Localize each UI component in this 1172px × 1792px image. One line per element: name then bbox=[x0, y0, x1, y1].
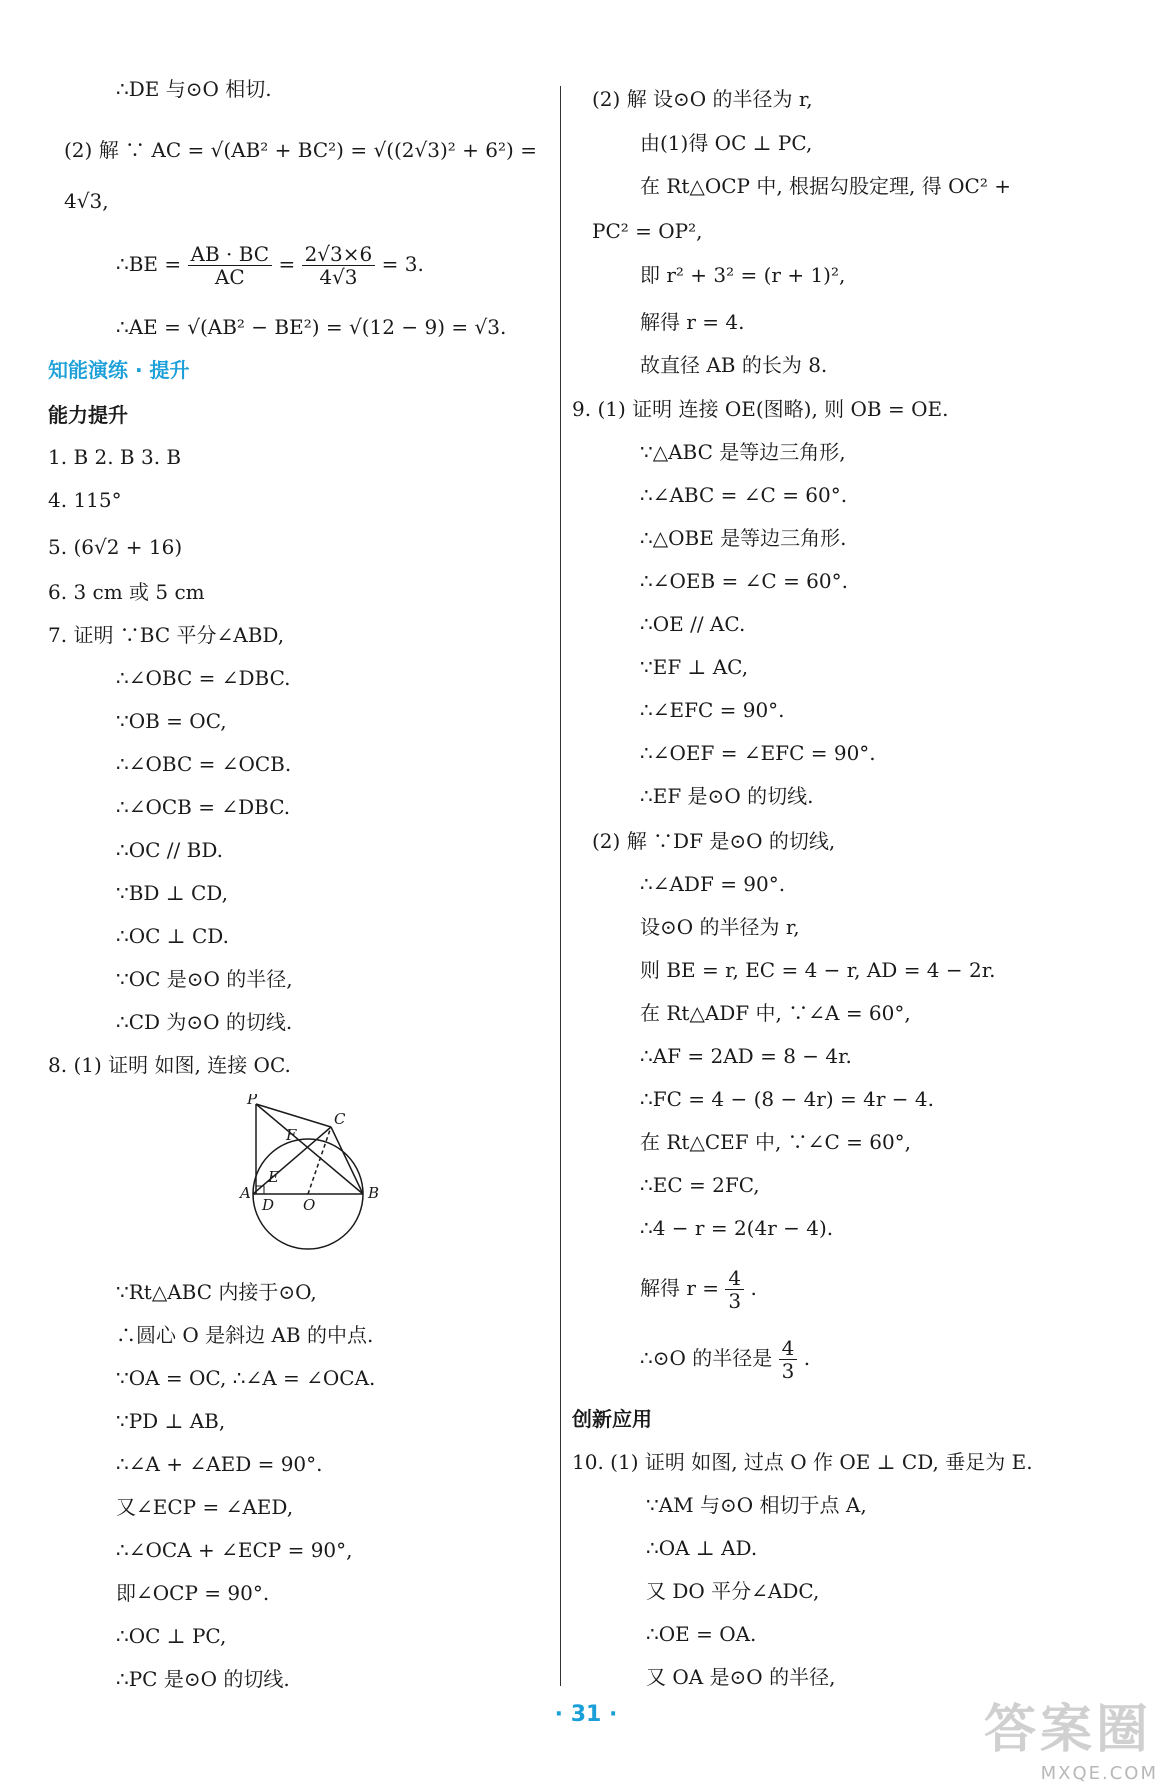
text-line: 故直径 AB 的长为 8. bbox=[640, 353, 828, 377]
text-line: ∴∠OEB = ∠C = 60°. bbox=[640, 569, 848, 593]
numerator: AB · BC bbox=[188, 243, 273, 266]
text-line: ∴△OBE 是等边三角形. bbox=[640, 526, 847, 550]
text-line: ∴EF 是⊙O 的切线. bbox=[640, 784, 814, 808]
text-segment: ∴BE = bbox=[116, 252, 188, 276]
text-line: ∴圆心 O 是斜边 AB 的中点. bbox=[116, 1323, 374, 1347]
text-line: 在 Rt△CEF 中, ∵∠C = 60°, bbox=[640, 1130, 912, 1154]
text-line: 又 DO 平分∠ADC, bbox=[646, 1579, 820, 1603]
fraction bbox=[779, 1337, 798, 1382]
answer-line: 5. (6√2 + 16) bbox=[48, 535, 183, 559]
line-pc bbox=[256, 1104, 331, 1127]
label-e: E bbox=[268, 1168, 279, 1186]
text-line: ∵OA = OC, ∴∠A = ∠OCA. bbox=[116, 1366, 376, 1390]
label-f: F bbox=[286, 1126, 297, 1144]
text-line: ∵Rt△ABC 内接于⊙O, bbox=[116, 1280, 317, 1304]
text-line: ∴∠A + ∠AED = 90°. bbox=[116, 1452, 323, 1476]
fraction bbox=[725, 1267, 744, 1312]
numerator: 4 bbox=[725, 1267, 744, 1290]
text-line: ∴∠EFC = 90°. bbox=[640, 698, 785, 722]
denominator: 3 bbox=[781, 1359, 795, 1383]
text-segment: . bbox=[803, 1346, 811, 1370]
fraction-line bbox=[640, 1334, 810, 1384]
column-divider bbox=[560, 86, 561, 1686]
label-c: C bbox=[334, 1110, 346, 1128]
text-line: ∴OC ⊥ CD. bbox=[116, 924, 229, 948]
text-line: ∴OC ⊥ PC, bbox=[116, 1624, 227, 1648]
text-line: ∴CD 为⊙O 的切线. bbox=[116, 1010, 293, 1034]
text-segment: ∴⊙O 的半径是 bbox=[640, 1346, 773, 1370]
text-segment: = 3. bbox=[381, 252, 424, 276]
fraction bbox=[302, 243, 376, 288]
text-line: (2) 解 ∵ AC = √(AB² + BC²) = √((2√3)² + 6²) = bbox=[64, 138, 537, 162]
text-line: (2) 解 ∵DF 是⊙O 的切线, bbox=[592, 829, 836, 853]
numerator: 4 bbox=[779, 1337, 798, 1360]
text-line: 设⊙O 的半径为 r, bbox=[640, 915, 800, 939]
text-line: 4√3, bbox=[64, 189, 109, 213]
text-line: 由(1)得 OC ⊥ PC, bbox=[640, 131, 813, 155]
fraction-line bbox=[640, 1264, 757, 1314]
text-line: 解得 r = 4. bbox=[640, 310, 745, 334]
subsection-heading: 创新应用 bbox=[572, 1407, 652, 1431]
watermark-url: MXQE.COM bbox=[1040, 1763, 1158, 1784]
text-line: ∴∠OEF = ∠EFC = 90°. bbox=[640, 741, 876, 765]
text-line: 又 OA 是⊙O 的半径, bbox=[646, 1665, 836, 1689]
text-line: ∴∠OBC = ∠OCB. bbox=[116, 752, 292, 776]
text-line: ∴∠OBC = ∠DBC. bbox=[116, 666, 291, 690]
label-a: A bbox=[240, 1184, 251, 1202]
text-line: ∵△ABC 是等边三角形, bbox=[640, 440, 846, 464]
answer-line: 4. 115° bbox=[48, 488, 122, 512]
page-number: · 31 · bbox=[554, 1702, 618, 1727]
text-line: ∵EF ⊥ AC, bbox=[640, 655, 749, 679]
text-line: ∴∠ADF = 90°. bbox=[640, 872, 786, 896]
subsection-heading: 能力提升 bbox=[48, 403, 128, 427]
answer-line: 6. 3 cm 或 5 cm bbox=[48, 580, 205, 604]
answer-line: 10. (1) 证明 如图, 过点 O 作 OE ⊥ CD, 垂足为 E. bbox=[572, 1450, 1033, 1474]
numerator: 2√3×6 bbox=[302, 243, 376, 266]
fraction bbox=[188, 243, 273, 288]
text-line: 在 Rt△OCP 中, 根据勾股定理, 得 OC² + bbox=[640, 174, 1011, 198]
text-line: ∴FC = 4 − (8 − 4r) = 4r − 4. bbox=[640, 1087, 934, 1111]
text-line: ∴4 − r = 2(4r − 4). bbox=[640, 1216, 834, 1240]
text-segment: 解得 r = bbox=[640, 1276, 726, 1300]
text-line: ∵PD ⊥ AB, bbox=[116, 1409, 226, 1433]
denominator: AC bbox=[214, 265, 245, 289]
text-line: ∴OE = OA. bbox=[646, 1622, 757, 1646]
text-segment: = bbox=[278, 252, 302, 276]
text-line: ∴OE // AC. bbox=[640, 612, 746, 636]
text-line: PC² = OP², bbox=[592, 219, 703, 243]
label-o: O bbox=[303, 1196, 316, 1214]
text-line: ∵OB = OC, bbox=[116, 709, 227, 733]
answer-line: 7. 证明 ∵BC 平分∠ABD, bbox=[48, 623, 285, 647]
text-line: ∴OA ⊥ AD. bbox=[646, 1536, 758, 1560]
label-b: B bbox=[368, 1184, 380, 1202]
text-line: 即∠OCP = 90°. bbox=[116, 1581, 270, 1605]
text-line: 则 BE = r, EC = 4 − r, AD = 4 − 2r. bbox=[640, 958, 996, 982]
answer-line: 8. (1) 证明 如图, 连接 OC. bbox=[48, 1053, 291, 1077]
text-line: ∵AM 与⊙O 相切于点 A, bbox=[646, 1493, 867, 1517]
text-segment: . bbox=[750, 1276, 757, 1300]
section-heading: 知能演练 · 提升 bbox=[48, 358, 190, 382]
line-cb bbox=[331, 1127, 363, 1194]
answer-line: 1. B 2. B 3. B bbox=[48, 445, 182, 469]
text-line: 又∠ECP = ∠AED, bbox=[116, 1495, 294, 1519]
text-line: ∴OC // BD. bbox=[116, 838, 223, 862]
text-line: ∴∠OCA + ∠ECP = 90°, bbox=[116, 1538, 353, 1562]
text-line: (2) 解 设⊙O 的半径为 r, bbox=[592, 87, 813, 111]
text-line: 在 Rt△ADF 中, ∵∠A = 60°, bbox=[640, 1001, 911, 1025]
text-line: 即 r² + 3² = (r + 1)², bbox=[640, 263, 846, 287]
text-line: ∴∠ABC = ∠C = 60°. bbox=[640, 483, 848, 507]
text-line: ∴PC 是⊙O 的切线. bbox=[116, 1667, 290, 1691]
text-line: ∵OC 是⊙O 的半径, bbox=[116, 967, 293, 991]
text-line: ∵BD ⊥ CD, bbox=[116, 881, 228, 905]
text-line: ∴∠OCB = ∠DBC. bbox=[116, 795, 291, 819]
denominator: 4√3 bbox=[319, 265, 358, 289]
text-line: ∴EC = 2FC, bbox=[640, 1173, 760, 1197]
text-line: ∴AF = 2AD = 8 − 4r. bbox=[640, 1044, 852, 1068]
fraction-line bbox=[116, 240, 424, 290]
label-d: D bbox=[262, 1196, 275, 1214]
text-line: ∴DE 与⊙O 相切. bbox=[116, 77, 272, 101]
geometry-figure bbox=[236, 1094, 396, 1254]
answer-line: 9. (1) 证明 连接 OE(图略), 则 OB = OE. bbox=[572, 397, 949, 421]
denominator: 3 bbox=[728, 1289, 742, 1313]
label-p: P bbox=[247, 1094, 258, 1108]
text-line: ∴AE = √(AB² − BE²) = √(12 − 9) = √3. bbox=[116, 315, 507, 339]
watermark-logo: 答案圈 bbox=[983, 1700, 1152, 1760]
